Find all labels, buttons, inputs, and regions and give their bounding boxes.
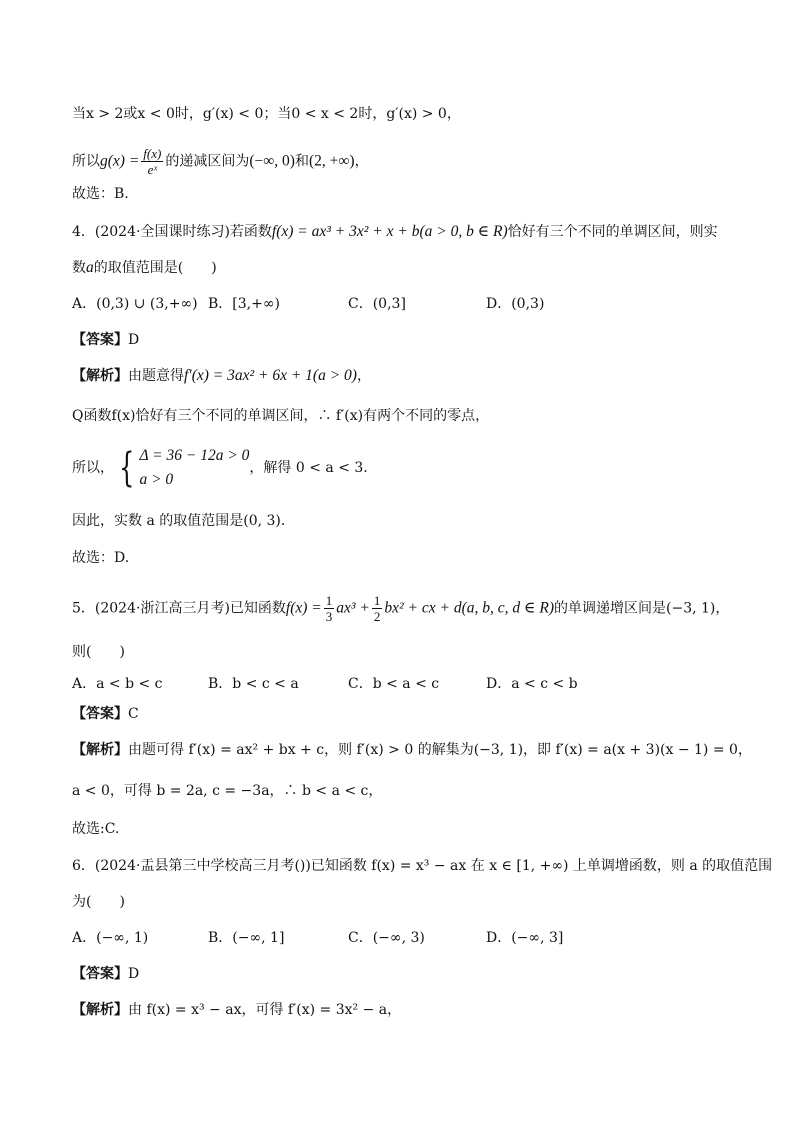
q5-analysis-line-2: a < 0，可得 b = 2a, c = −3a，∴ b < a < c，: [72, 783, 383, 799]
q4-choice: 故选：D.: [72, 550, 130, 566]
q4-stem-line-2: [72, 258, 217, 278]
q4-analysis-end: ，: [356, 368, 371, 384]
q5-fraction-2-num: 1: [373, 593, 381, 608]
q4-system-row-1: Δ = 36 − 12a > 0: [139, 447, 250, 464]
left-brace-icon: {: [119, 445, 135, 491]
q4-stem2-pre: 数: [72, 260, 86, 276]
q4-option-d: D．(0,3): [486, 296, 545, 312]
q6-stem-line-1: 6．(2024·盂县第三中学校高三月考())已知函数 f(x) = x³ − ax 在 x ∈ [1, +∞) 上单调增函数，则 a 的取值范围: [72, 858, 773, 874]
q5-fraction-1-den: 3: [325, 609, 333, 624]
q6-option-c: C．(−∞, 3): [348, 930, 425, 946]
q6-analysis-line-1: [72, 1000, 401, 1020]
q6-option-a: A．(−∞, 1): [72, 930, 149, 946]
q5-choice: 故选:C.: [72, 821, 120, 837]
q4-system-row-2: a > 0: [139, 471, 174, 488]
q5-term-2: bx² + cx + d(a, b, c, d ∈ R): [384, 599, 554, 617]
q4-stem-tail: 恰好有三个不同的单调区间，则实: [507, 224, 718, 240]
q5-option-a: A．a < b < c: [72, 676, 163, 692]
q4-system: [114, 444, 249, 492]
q5-stem-line-2: 则( ): [72, 644, 125, 660]
q4-analysis-line-3: [72, 444, 368, 492]
q4-analysis-line-2: Q函数f(x)恰好有三个不同的单调区间，∴ f′(x)有两个不同的零点，: [72, 408, 490, 424]
q5-stem-tail: 的单调递增区间是(−3, 1)，: [554, 600, 730, 617]
g-def-lhs: g(x) =: [100, 152, 140, 170]
q5-fraction-1: [324, 594, 335, 623]
q5-fx: f(x) =: [285, 599, 322, 617]
prev-solution-text-1: 当x > 2或x < 0时，g′(x) < 0；当0 < x < 2时，g′(x) > 0，: [72, 106, 461, 122]
q5-answer-value: C: [128, 706, 139, 722]
q4-analysis-pre: 由题意得: [128, 368, 184, 384]
prev-solution-and: 和: [294, 153, 309, 170]
q4-function-expr: f(x) = ax³ + 3x² + x + b(a > 0, b ∈ R): [271, 223, 508, 240]
q4-var-a: a: [86, 259, 94, 276]
q5-fraction-2-den: 2: [373, 609, 381, 624]
q5-answer-label: 【答案】: [72, 706, 128, 722]
q6-option-b: B．(−∞, 1]: [208, 930, 285, 946]
q4-analysis-label: 【解析】: [72, 368, 128, 384]
q4-answer-value: D: [128, 332, 140, 348]
q5-analysis-label: 【解析】: [72, 742, 128, 758]
q5-stem-pre: 5．(2024·浙江高三月考)已知函数: [72, 600, 286, 617]
q5-analysis-text-1: 由题可得 f′(x) = ax² + bx + c，则 f′(x) > 0 的解集为(−3, 1)，即 f′(x) = a(x + 3)(x − 1) = 0，: [128, 742, 752, 758]
q6-option-d: D．(−∞, 3]: [486, 930, 564, 946]
q5-answer: [72, 704, 139, 724]
q5-option-c: C．b < a < c: [348, 676, 440, 692]
q4-option-a: A．(0,3) ∪ (3,+∞): [72, 296, 198, 312]
prev-solution-end: ，: [354, 153, 369, 170]
q6-stem-line-2: 为( ): [72, 894, 125, 910]
q4-system-pre: 所以，: [72, 460, 114, 476]
q6-answer-label: 【答案】: [72, 966, 128, 982]
q4-system-tail: ，解得 0 < a < 3.: [249, 460, 368, 476]
q5-term-1: ax³ +: [336, 599, 370, 617]
q4-analysis-line-4: 因此，实数 a 的取值范围是(0, 3).: [72, 513, 286, 529]
q6-analysis-label: 【解析】: [72, 1002, 128, 1018]
q6-answer: [72, 964, 139, 984]
q4-stem-line-1: [72, 222, 718, 242]
prev-solution-line-2: [72, 147, 369, 176]
prev-solution-line-1: [72, 104, 461, 124]
q5-stem-line-1: [72, 594, 729, 623]
prev-solution-mid: 的递减区间为: [165, 153, 250, 170]
prev-solution-choice: 故选：B.: [72, 186, 129, 202]
interval-1: (−∞, 0): [249, 152, 295, 170]
q6-analysis-text-1: 由 f(x) = x³ − ax，可得 f′(x) = 3x² − a，: [128, 1002, 402, 1018]
q4-stem-pre: 4．(2024·全国课时练习)若函数: [72, 224, 272, 240]
q4-option-b: B．[3,+∞): [208, 296, 280, 312]
q6-answer-value: D: [128, 966, 140, 982]
q4-analysis-line-1: [72, 366, 371, 386]
q5-option-d: D．a < c < b: [486, 676, 578, 692]
q5-analysis-line-1: [72, 740, 752, 760]
q5-fraction-2: [372, 594, 383, 623]
g-fraction-denominator: eˣ: [147, 162, 158, 177]
q5-option-b: B．b < c < a: [208, 676, 299, 692]
q4-answer: [72, 330, 139, 350]
q4-stem2-tail: 的取值范围是( ): [93, 260, 217, 276]
interval-2: (2, +∞): [308, 152, 355, 170]
g-fraction-numerator: f(x): [143, 146, 162, 161]
q4-option-c: C．(0,3]: [348, 296, 406, 312]
q4-derivative-expr: f′(x) = 3ax² + 6x + 1(a > 0): [184, 367, 357, 384]
g-fraction: [141, 147, 163, 176]
q4-answer-label: 【答案】: [72, 332, 128, 348]
prev-solution-pre: 所以: [72, 153, 100, 170]
q5-fraction-1-num: 1: [325, 593, 333, 608]
